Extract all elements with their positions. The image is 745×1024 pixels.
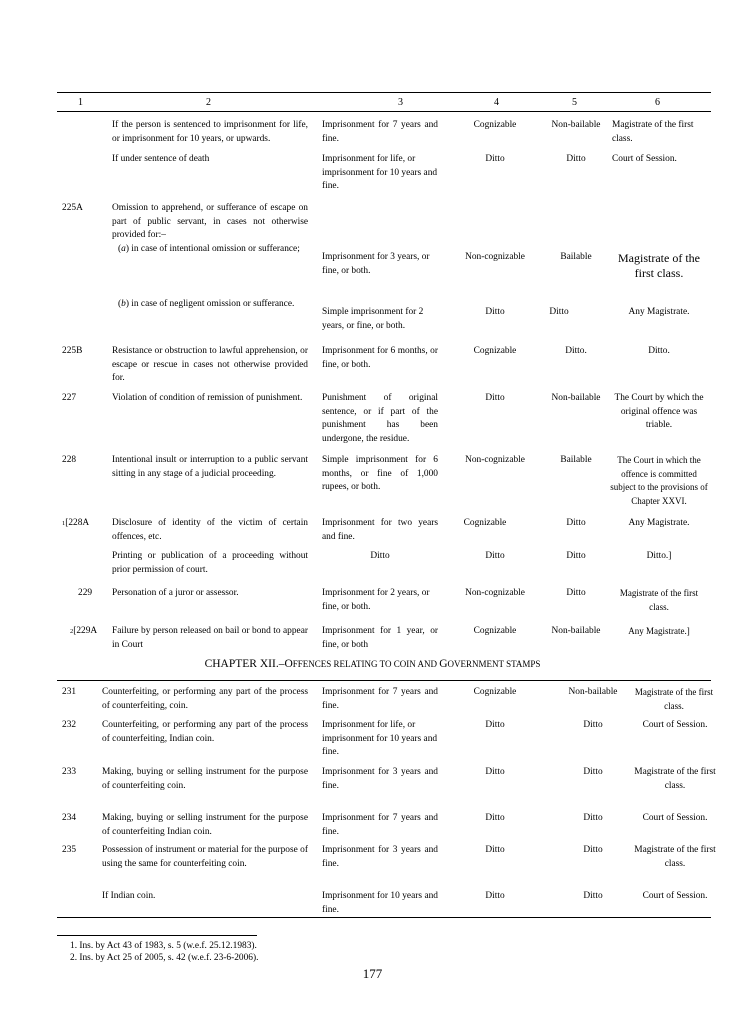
triable-court: Court of Session. [612,154,677,164]
triable-court: Any Magistrate. [628,307,690,317]
cognizable: Ditto [485,845,505,855]
chapter-rule [57,680,711,681]
cognizable: Non-cognizable [465,455,525,465]
page-number: 177 [362,966,383,981]
offence-description: Intentional insult or interruption to a public servant sitting in any stage of a judicial proceeding. [112,455,308,479]
section-number: 235 [62,845,77,855]
section-number: 234 [62,813,77,823]
punishment: Imprisonment for 6 months, or fine, or both. [322,346,438,370]
cognizable: Cognizable [463,518,507,528]
triable-court: Magistrate of the first class. [634,845,716,869]
offence-description: Making, buying or selling instrument for the purpose of counterfeiting Indian coin. [102,813,308,837]
punishment: Imprisonment for life, or imprisonment for 10 years and fine. [322,154,438,192]
footnote: 2. Ins. by Act 25 of 2005, s. 42 (w.e.f. 23-6-2006). [70,953,259,963]
cognizable: Ditto [485,307,505,317]
bailable: Non-bailable [551,393,601,403]
bailable: Bailable [560,455,592,465]
offence-description: If under sentence of death [112,154,210,164]
column-header-6: 6 [655,97,660,108]
cognizable: Ditto [485,393,505,403]
punishment: Imprisonment for 7 years and fine. [322,120,438,144]
offence-description: (a) in case of intentional omission or sufferance; [118,244,300,254]
punishment: Punishment of original sentence, or if part of the punishment has been undergone, the residue. [322,393,438,444]
offence-description: Counterfeiting, or performing any part of the process of counterfeiting, coin. [102,687,308,711]
bailable: Ditto [566,518,586,528]
bailable: Ditto [583,891,603,901]
section-number: 229 [78,588,93,598]
triable-court: Magistrate of the first class. [634,687,714,711]
triable-court: Magistrate of the first class. [619,588,699,612]
footnote-marker: 2 [70,628,74,635]
footnote: 1. Ins. by Act 43 of 1983, s. 5 (w.e.f. 25.12.1983). [70,941,257,951]
triable-court: The Court in which the offence is committed subject to the provisions of Chapter XXVI. [610,455,708,506]
cognizable: Non-cognizable [465,252,525,262]
offence-description: Failure by person released on bail or bond to appear in Court [112,626,308,650]
cognizable: Non-cognizable [465,588,525,598]
offence-description: Personation of a juror or assessor. [112,588,239,598]
chapter-heading: CHAPTER XII.–OFFENCES RELATING TO COIN AND GOVERNMENT STAMPS [204,658,541,670]
section-number: $^1$[228A [62,518,90,528]
section-number: 225A [62,203,83,213]
offence-description: Omission to apprehend, or sufferance of escape on part of public servant, in cases not otherwise provided for:– [112,203,308,241]
section-number: 233 [62,767,77,777]
punishment: Imprisonment for 2 years, or fine, or both. [322,588,430,612]
bailable: Ditto [583,767,603,777]
footnote-rule [57,935,257,936]
punishment: Imprisonment for two years and fine. [322,518,438,542]
bailable: Ditto [549,307,569,317]
bailable: Ditto [583,813,603,823]
section-number: 232 [62,720,77,730]
bailable: Ditto [566,588,586,598]
table-top-rule [57,92,711,93]
punishment: Imprisonment for 7 years and fine. [322,687,438,711]
punishment: Imprisonment for 7 years and fine. [322,813,438,837]
cognizable: Ditto [485,720,505,730]
cognizable: Ditto [485,891,505,901]
punishment: Imprisonment for 10 years and fine. [322,891,438,915]
punishment: Simple imprisonment for 6 months, or fine of 1,000 rupees, or both. [322,455,438,493]
punishment: Imprisonment for 3 years and fine. [322,767,438,791]
cognizable: Ditto [485,813,505,823]
offence-description: (b) in case of negligent omission or sufferance. [118,299,295,309]
column-header-4: 4 [494,97,499,108]
table-bottom-rule [57,917,711,918]
offence-description: Printing or publication of a proceeding without prior permission of court. [112,551,308,575]
section-number: $^2$[229A [70,626,98,636]
triable-court: Magistrate of the first class. [634,767,716,791]
offence-description: Possession of instrument or material for the purpose of using the same for counterfeiting coin. [102,845,308,869]
section-number: 225B [62,346,83,356]
bailable: Ditto [583,845,603,855]
triable-court: Any Magistrate.] [628,626,690,636]
bailable: Ditto [583,720,603,730]
punishment: Imprisonment for 3 years and fine. [322,845,438,869]
triable-court: Ditto. [648,346,670,356]
cognizable: Cognizable [473,626,517,636]
bailable: Non-bailable [551,626,601,636]
header-bottom-rule [57,111,711,112]
cognizable: Ditto [485,154,505,164]
section-number: 227 [62,393,77,403]
column-header-3: 3 [398,97,403,108]
offence-description: If Indian coin. [102,891,156,901]
triable-court: Magistrate of the first class. [618,251,700,280]
column-header-2: 2 [206,97,211,108]
bailable: Non-bailable [551,120,601,130]
offence-description: Counterfeiting, or performing any part of the process of counterfeiting, Indian coin. [102,720,308,744]
offence-description: Violation of condition of remission of punishment. [112,393,303,403]
cognizable: Cognizable [473,120,517,130]
bailable: Ditto. [565,346,587,356]
triable-court: The Court by which the original offence was triable. [614,393,704,431]
triable-court: Court of Session. [642,720,708,730]
column-header-1: 1 [78,97,83,108]
cognizable: Ditto [485,767,505,777]
section-number: 228 [62,455,77,465]
offence-description: Resistance or obstruction to lawful apprehension, or escape or rescue in cases not otherwise provided for. [112,346,308,384]
punishment: Imprisonment for 3 years, or fine, or both. [322,252,430,276]
bailable: Non-bailable [568,687,618,697]
cognizable: Cognizable [473,687,517,697]
triable-court: Ditto.] [646,551,672,561]
punishment: Ditto [370,551,390,561]
section-number: 231 [62,687,77,697]
triable-court: Court of Session. [642,813,708,823]
cognizable: Cognizable [473,346,517,356]
triable-court: Magistrate of the first class. [612,120,694,144]
cognizable: Ditto [485,551,505,561]
triable-court: Any Magistrate. [628,518,690,528]
offence-description: Making, buying or selling instrument for the purpose of counterfeiting coin. [102,767,308,791]
punishment: Imprisonment for 1 year, or fine, or both [322,626,438,650]
footnote-marker: 1 [62,520,66,527]
offence-description: If the person is sentenced to imprisonment for life, or imprisonment for 10 years, or upwards. [112,120,308,144]
bailable: Bailable [560,252,592,262]
punishment: Imprisonment for life, or imprisonment for 10 years and fine. [322,720,438,758]
bailable: Ditto [566,551,586,561]
triable-court: Court of Session. [642,891,708,901]
punishment: Simple imprisonment for 2 years, or fine, or both. [322,307,424,331]
bailable: Ditto [566,154,586,164]
offence-description: Disclosure of identity of the victim of certain offences, etc. [112,518,308,542]
column-header-5: 5 [572,97,577,108]
